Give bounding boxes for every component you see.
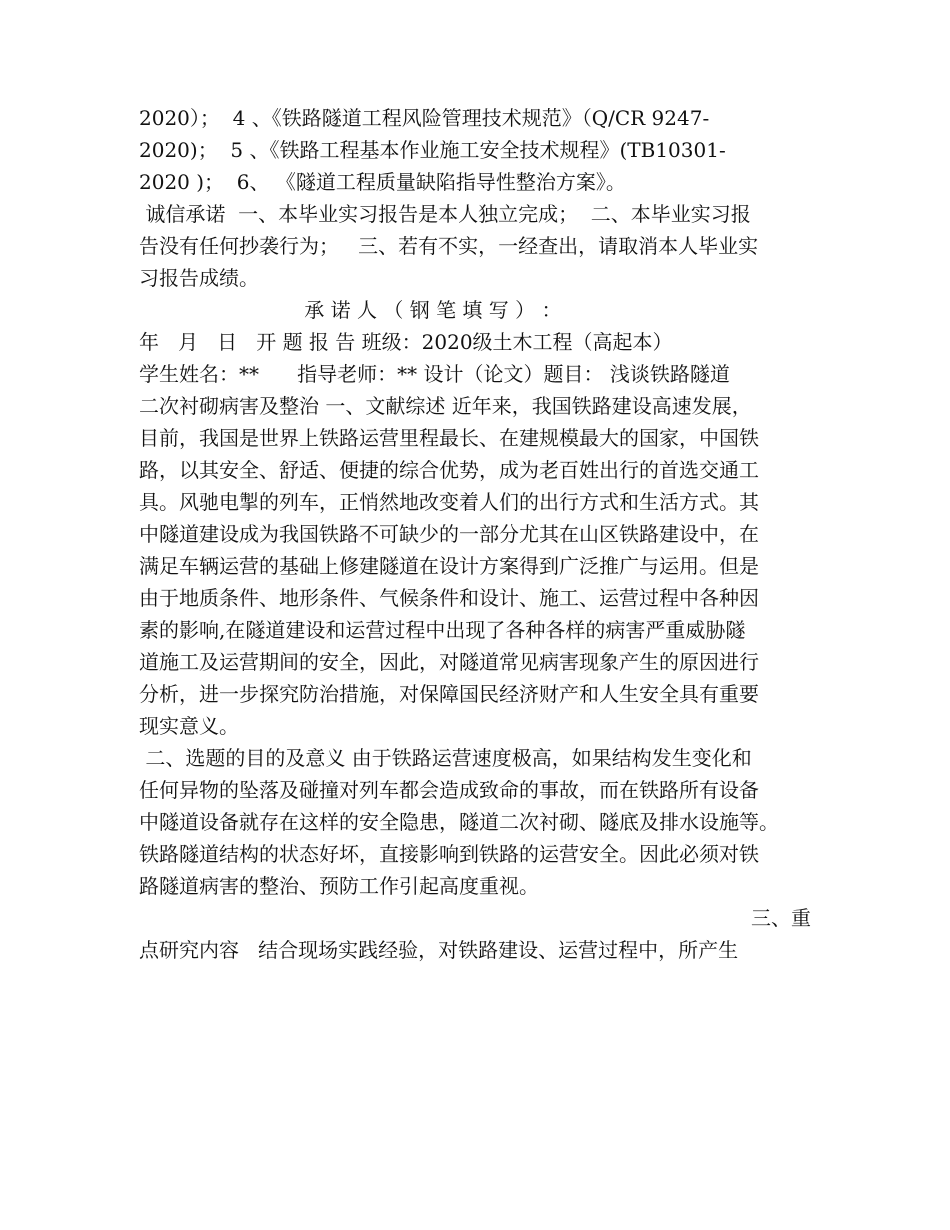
text-line: 承 诺 人 （ 钢 笔 填 写 ） ： (139, 298, 562, 322)
text-line: 中隧道建设成为我国铁路不可缺少的一部分尤其在山区铁路建设中，在 (139, 522, 759, 546)
text-line: 学生姓名：** 指导老师：** 设计（论文）题目： 浅谈铁路隧道 (139, 362, 730, 386)
text-line: 2020）； 4 、《铁路隧道工程风险管理技术规范》（Q/CR 9247- (139, 106, 710, 130)
text-line: 三、重 (751, 906, 811, 930)
text-line: 满足车辆运营的基础上修建隧道在设计方案得到广泛推广与运用。但是 (139, 554, 759, 578)
text-line: 具。风驰电掣的列车，正悄然地改变着人们的出行方式和生活方式。其 (139, 490, 759, 514)
text-line: 由于地质条件、地形条件、气候条件和设计、施工、运营过程中各种因 (139, 586, 759, 610)
text-line: 路隧道病害的整治、预防工作引起高度重视。 (139, 874, 539, 898)
text-line: 二、选题的目的及意义 由于铁路运营速度极高，如果结构发生变化和 (139, 746, 752, 770)
text-line: 习报告成绩。 (139, 266, 259, 290)
text-line: 目前，我国是世界上铁路运营里程最长、在建规模最大的国家，中国铁 (139, 426, 759, 450)
text-line: 2020)； 5 、《铁路工程基本作业施工安全技术规程》(TB10301- (139, 138, 726, 162)
text-line: 分析，进一步探究防治措施，对保障国民经济财产和人生安全具有重要 (139, 682, 759, 706)
text-line: 诚信承诺 一、本毕业实习报告是本人独立完成； 二、本毕业实习报 (139, 202, 751, 226)
document-body (139, 102, 811, 966)
text-line: 点研究内容 结合现场实践经验，对铁路建设、运营过程中，所产生 (139, 938, 739, 962)
text-line: 现实意义。 (139, 714, 239, 738)
text-line: 铁路隧道结构的状态好坏，直接影响到铁路的运营安全。因此必须对铁 (139, 842, 759, 866)
text-line: 路，以其安全、舒适、便捷的综合优势，成为老百姓出行的首选交通工 (139, 458, 759, 482)
text-line: 中隧道设备就存在这样的安全隐患，隧道二次衬砌、隧底及排水设施等。 (139, 810, 779, 834)
text-line: 素的影响,在隧道建设和运营过程中出现了各种各样的病害严重威胁隧 (139, 618, 746, 642)
text-line: 年 月 日 开 题 报 告 班级：2020级土木工程（高起本） (139, 330, 673, 354)
text-line: 道施工及运营期间的安全，因此，对隧道常见病害现象产生的原因进行 (139, 650, 759, 674)
text-line: 告没有任何抄袭行为； 三、若有不实，一经查出，请取消本人毕业实 (139, 234, 759, 258)
text-line: 任何异物的坠落及碰撞对列车都会造成致命的事故，而在铁路所有设备 (139, 778, 759, 802)
text-line: 2020 )； 6、 《隧道工程质量缺陷指导性整治方案》。 (139, 170, 626, 194)
text-line: 二次衬砌病害及整治 一、文献综述 近年来，我国铁路建设高速发展， (139, 394, 752, 418)
